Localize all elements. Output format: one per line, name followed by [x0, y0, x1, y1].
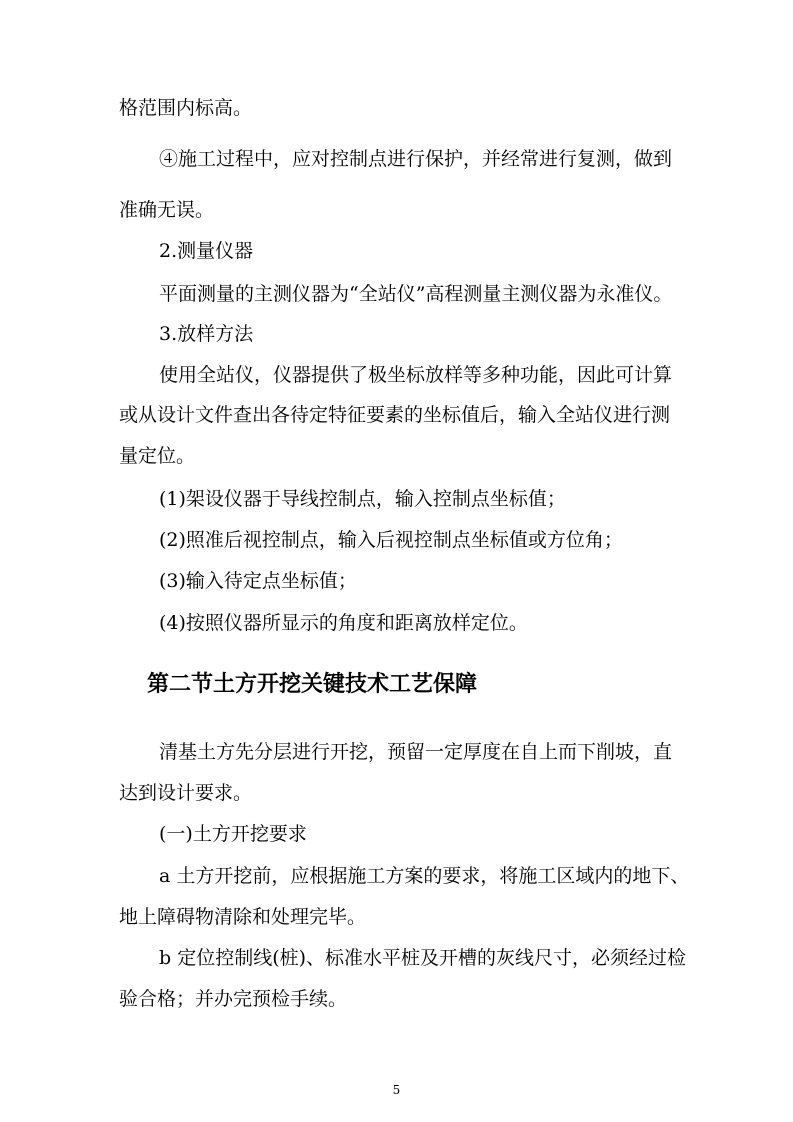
list-item: (3)输入待定点坐标值；	[159, 570, 357, 592]
subsection-heading: (一)土方开挖要求	[159, 823, 307, 845]
paragraph-line: 或从设计文件查出各待定特征要素的坐标值后，输入全站仪进行测	[119, 404, 671, 426]
list-item: (4)按照仪器所显示的角度和距离放样定位。	[159, 612, 528, 634]
paragraph-line: 达到设计要求。	[119, 782, 253, 804]
paragraph-line: 地上障碍物清除和处理完毕。	[119, 906, 367, 928]
paragraph-line: b 定位控制线(桩)、标准水平桩及开槽的灰线尺寸，必须经过检	[159, 947, 687, 969]
paragraph-line: 清基土方先分层进行开挖，预留一定厚度在自上而下削坡，直	[159, 741, 673, 763]
list-item: (2)照准后视控制点，输入后视控制点坐标值或方位角；	[159, 529, 623, 551]
section-heading: 第二节土方开挖关键技术工艺保障	[147, 671, 478, 697]
paragraph-line: 平面测量的主测仪器为“全站仪”高程测量主测仪器为永准仪。	[159, 283, 673, 305]
paragraph-line: 量定位。	[119, 445, 196, 467]
paragraph-line: 格范围内标高。	[119, 97, 253, 119]
paragraph-line: 验合格；并办完预检手续。	[119, 988, 348, 1010]
page-number: 5	[392, 1083, 401, 1097]
paragraph-line: ④施工过程中，应对控制点进行保护，并经常进行复测，做到	[159, 148, 673, 170]
list-heading: 2.测量仪器	[159, 240, 254, 262]
paragraph-line: 使用全站仪，仪器提供了极坐标放样等多种功能，因此可计算	[159, 364, 673, 386]
paragraph-line: a 土方开挖前，应根据施工方案的要求，将施工区域内的地下、	[159, 865, 690, 887]
list-item: (1)架设仪器于导线控制点，输入控制点坐标值；	[159, 488, 566, 510]
paragraph-line: 准确无误。	[119, 199, 215, 221]
list-heading: 3.放样方法	[159, 323, 254, 345]
